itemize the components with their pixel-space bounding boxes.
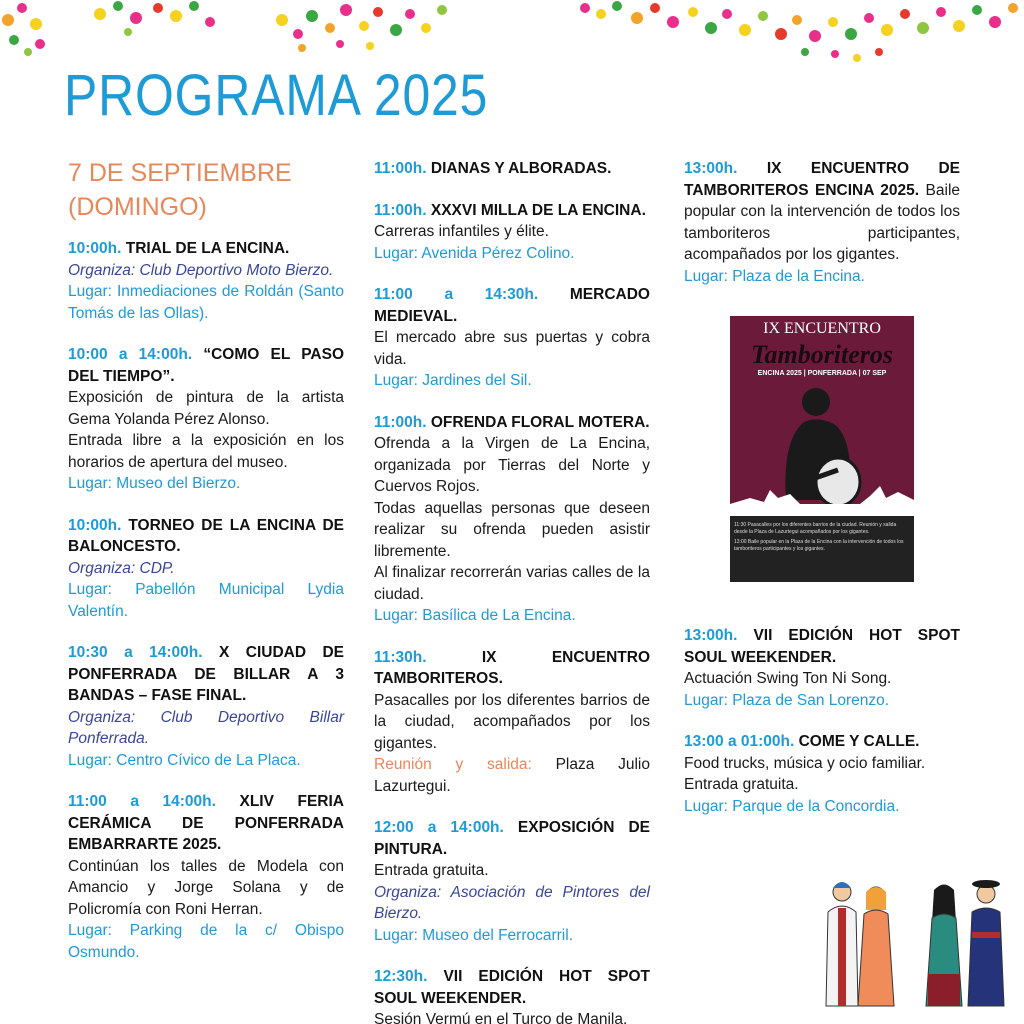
event-organizer: Organiza: Asociación de Pintores del Bierzo. (374, 883, 650, 922)
event-location: Lugar: Centro Cívico de La Placa. (68, 751, 301, 769)
tamboriteros-poster (730, 316, 914, 582)
event-title: TRIAL DE LA ENCINA. (125, 240, 290, 257)
poster-title: Tamboriteros (750, 340, 894, 369)
event-location: Lugar: Pabellón Municipal Lydia Valentín. (68, 581, 344, 620)
event-location: Lugar: Parque de la Concordia. (684, 797, 900, 815)
event-description: Sesión Vermú en el Turco de Manila. (374, 1011, 628, 1024)
event-organizer: Organiza: Club Deportivo Billar Ponferrada. (68, 708, 344, 747)
event-description: Entrada gratuita. (684, 776, 799, 793)
confetti-decoration-right (575, 0, 1024, 72)
event-time: 12:00 a 14:00h. (374, 819, 504, 836)
event-item (68, 791, 344, 963)
event-time: 11:00 a 14:00h. (68, 793, 216, 810)
event-location: Lugar: Museo del Ferrocarril. (374, 926, 573, 944)
program-column-1 (68, 156, 344, 983)
event-title: MERCADO MEDIEVAL. (374, 286, 650, 325)
event-description: Actuación Swing Ton Ni Song. (684, 670, 892, 687)
event-time: 10:00 a 14:00h. (68, 346, 193, 363)
event-item (68, 642, 344, 771)
event-description: Baile popular con la intervención de todos los tamboriteros participantes, acompañados por los gigantes. (684, 181, 961, 263)
event-description: Entrada libre a la exposición en los horarios de apertura del museo. (68, 432, 344, 471)
event-item (68, 344, 344, 495)
event-description: Ofrenda a la Virgen de La Encina, organizada por Tierras del Norte y Cuervos Rojos. (374, 435, 650, 495)
event-description: Entrada gratuita. (374, 862, 489, 879)
event-time: 11:00h. (374, 160, 427, 177)
event-item (684, 731, 960, 817)
event-title: COME Y CALLE. (798, 733, 920, 750)
event-title: DIANAS Y ALBORADAS. (430, 160, 612, 177)
event-location: Lugar: Plaza de San Lorenzo. (684, 691, 890, 709)
giants-illustration (820, 878, 1020, 1018)
event-item (68, 515, 344, 623)
event-time: 13:00h. (684, 160, 738, 177)
event-time: 11:00h. (374, 413, 427, 431)
event-title: XLIV FERIA CERÁMICA DE PONFERRADA EMBARRARTE 2025. (68, 793, 344, 853)
event-meeting-label: Reunión y salida: (374, 756, 532, 773)
event-time: 10:00h. (68, 240, 122, 257)
page-title: PROGRAMA 2025 (64, 63, 489, 128)
event-item (684, 158, 960, 287)
event-title: “COMO EL PASO DEL TIEMPO”. (68, 346, 344, 385)
poster-heading: IX ENCUENTRO (763, 320, 881, 337)
event-description: Exposición de pintura de la artista Gema Yolanda Pérez Alonso. (68, 389, 344, 428)
event-title: IX ENCUENTRO DE TAMBORITEROS ENCINA 2025. (684, 160, 960, 199)
date-heading: 7 DE SEPTIEMBRE (DOMINGO) (68, 159, 292, 221)
event-location: Lugar: Plaza de la Encina. (684, 267, 865, 285)
event-title: XXXVI MILLA DE LA ENCINA. (430, 201, 646, 219)
event-time: 13:00 a 01:00h. (684, 733, 795, 750)
event-description: Food trucks, música y ocio familiar. (684, 754, 926, 772)
event-item (374, 966, 650, 1024)
event-description: El mercado abre sus puertas y cobra vida. (374, 329, 650, 368)
event-item (374, 647, 650, 798)
event-location: Lugar: Basílica de La Encina. (374, 607, 576, 624)
event-time: 10:00h. (68, 516, 122, 534)
event-title: X CIUDAD DE PONFERRADA DE BILLAR A 3 BANDAS – FASE FINAL. (68, 644, 344, 704)
event-item (374, 817, 650, 946)
event-time: 11:00h. (374, 201, 427, 219)
event-item (374, 284, 650, 392)
poster-subtitle: ENCINA 2025 | PONFERRADA | 07 SEP (757, 370, 887, 377)
event-time: 10:30 a 14:00h. (68, 644, 203, 661)
event-organizer: Organiza: Club Deportivo Moto Bierzo. (68, 261, 334, 279)
event-title: VII EDICIÓN HOT SPOT SOUL WEEKENDER. (684, 627, 960, 666)
event-description: Carreras infantiles y élite. (374, 223, 549, 240)
event-description: Al finalizar recorrerán varias calles de la ciudad. (374, 564, 650, 603)
event-title: TORNEO DE LA ENCINA DE BALONCESTO. (68, 516, 345, 555)
event-time: 12:30h. (374, 968, 428, 985)
event-description: Continúan los talles de Modela con Amancio y Jorge Solana y de Policromía con Roni Herran. (68, 857, 344, 918)
event-location: Lugar: Inmediaciones de Roldán (Santo Tomás de las Ollas). (68, 283, 344, 322)
event-meeting-place: Plaza Julio Lazurtegui. (374, 756, 650, 795)
event-title: EXPOSICIÓN DE PINTURA. (374, 819, 650, 858)
drummer-silhouette-icon (730, 380, 914, 520)
event-title: VII EDICIÓN HOT SPOT SOUL WEEKENDER. (374, 968, 650, 1007)
event-description: Pasacalles por los diferentes barrios de la ciudad, acompañados por los gigantes. (374, 691, 650, 752)
event-item (684, 625, 960, 711)
event-item (374, 200, 650, 265)
event-time: 11:00 a 14:30h. (374, 286, 539, 303)
event-item (68, 238, 344, 324)
event-item (374, 158, 650, 180)
event-title: OFRENDA FLORAL MOTERA. (430, 413, 650, 431)
program-column-2 (374, 158, 650, 1024)
event-location: Lugar: Parking de la c/ Obispo Osmundo. (68, 922, 344, 961)
event-time: 11:30h. (374, 648, 427, 666)
event-organizer: Organiza: CDP. (68, 559, 175, 577)
event-title: IX ENCUENTRO TAMBORITEROS. (374, 648, 650, 687)
event-location: Lugar: Museo del Bierzo. (68, 475, 241, 492)
event-location: Lugar: Jardines del Sil. (374, 372, 532, 389)
event-item (374, 412, 650, 627)
event-time: 13:00h. (684, 627, 738, 644)
poster-schedule: 11:30 Pasacalles por los diferentes barrios de la ciudad. Reunión y salida desde la Plaza de Lazurtegui acompañados por los gigantes. 13:00 Baile popular en la Plaza de la Encina con la intervención de todos los tamboriteros participantes y los gigantes. (730, 516, 914, 582)
event-location: Lugar: Avenida Pérez Colino. (374, 244, 575, 262)
event-description: Todas aquellas personas que deseen realizar su ofrenda pueden asistir libremente. (374, 499, 650, 560)
